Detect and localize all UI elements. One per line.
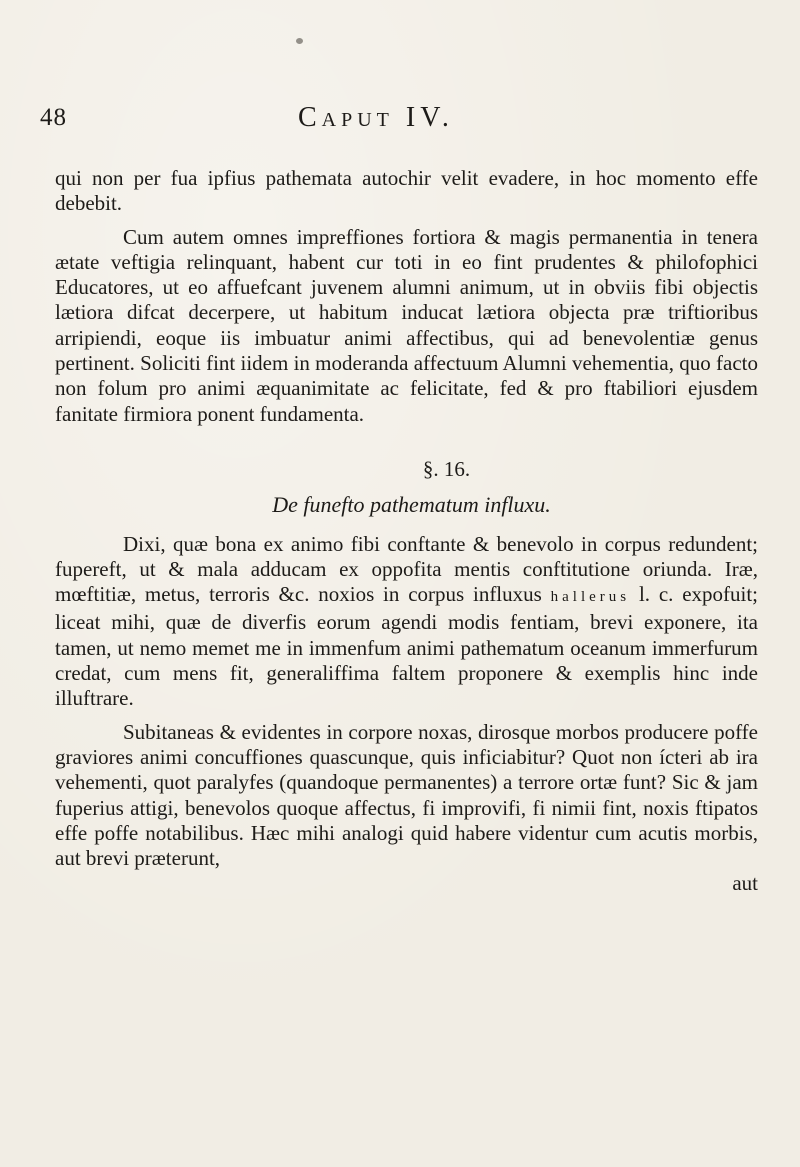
body-text bbox=[55, 166, 758, 897]
paragraph-subitaneas: Subitaneas & evidentes in corpore noxas, dirosque morbos producere poffe graviores animi concuffiones quascunque, quis inficiabitur? Quot non ícteri ab ira vehementi, quot paralyfes (quandoque permanentes) a terrore ortæ funt? Sic & jam fuperius attigi, benevolos quoque affectus, fi improvifi, fi nimii fint, noxis ftipatos effe poffe notabilibus. Hæc mihi analogi quid habere videntur cum acutis morbis, aut brevi præterunt, bbox=[55, 719, 758, 871]
page-number: 48 bbox=[40, 104, 67, 131]
paragraph-dixi bbox=[55, 532, 758, 712]
paragraph-continuation: qui non per fua ipfius pathemata autochir velit evadere, in hoc momento effe debebit. bbox=[55, 166, 758, 216]
section-number: §. 16. bbox=[422, 456, 471, 481]
paragraph-dixi-text-a: Dixi, quæ bona ex animo fibi conftante & benevolo in corpus redundent; fupereft, ut & mala adducam ex oppofita mentis conftitutione oriunda. Iræ, mœftitiæ, metus, terroris &c. noxios in corpus influxus bbox=[55, 531, 758, 607]
page-header bbox=[40, 104, 760, 144]
section-title: De funefto pathematum influxu. bbox=[272, 492, 551, 518]
paragraph-dixi-text-b: l. c. expofuit; liceat mihi, quæ de diverfis eorum agendi modis fentiam, brevi exponere, ita tamen, ut nemo memet me in immenfum animi pathematum oceanum immerfurum credat, cum mens fit, generaliffima faltem proponere & exemplis hinc inde illuftrare. bbox=[55, 582, 759, 711]
ink-speck bbox=[296, 38, 303, 44]
author-name-hallerus: hallerus bbox=[550, 589, 631, 606]
paragraph-educators: Cum autem omnes impreffiones fortiora & magis permanentia in tenera ætate veftigia relinquant, habent cur toti in eo fint prudentes & philofophici Educatores, ut eo affuefcant juvenem alumni animum, ut in obviis fibi objectis lætiora difcat decerpere, ut habitum inducat lætiora objecta præ triftioribus arripiendi, eoque iis imbuatur animi affectibus, qui ad benevolentiæ genus pertinent. Soliciti fint iidem in moderanda affectuum Alumni vehementia, quo facto non folum pro animi æquanimitate ac felicitate, fed & pro ftabiliori ejusdem fanitate firmiora ponent fundamenta. bbox=[55, 224, 758, 426]
catchword: aut bbox=[732, 871, 758, 896]
running-head: Caput IV. bbox=[298, 102, 454, 133]
